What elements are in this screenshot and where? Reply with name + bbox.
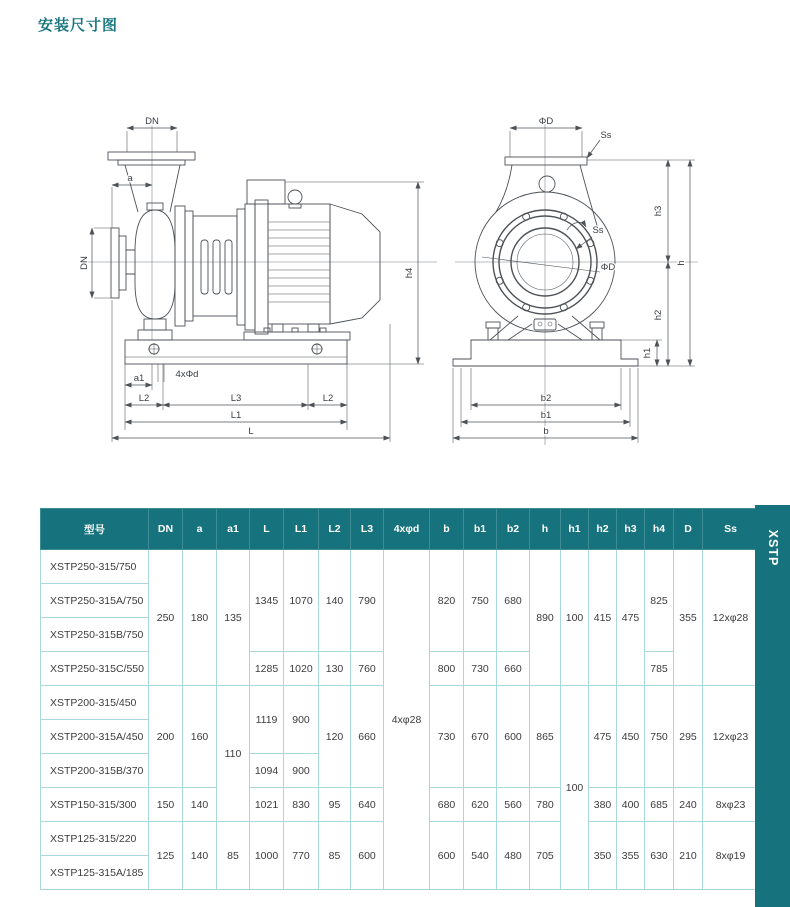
value-cell: 450: [617, 686, 645, 788]
value-cell: 95: [319, 788, 351, 822]
model-cell: XSTP250-315A/750: [41, 584, 149, 618]
column-header: L2: [319, 509, 351, 550]
value-cell: 100: [561, 550, 589, 686]
model-cell: XSTP250-315/750: [41, 550, 149, 584]
dimensions-table: [40, 508, 759, 890]
model-cell: XSTP250-315B/750: [41, 618, 149, 652]
value-cell: 350: [589, 822, 617, 890]
value-cell: 750: [464, 550, 497, 652]
model-cell: XSTP200-315A/450: [41, 720, 149, 754]
value-cell: 1000: [250, 822, 284, 890]
value-cell: 1119: [250, 686, 284, 754]
value-cell: 200: [149, 686, 183, 788]
column-header: D: [674, 509, 703, 550]
value-cell: 1020: [284, 652, 319, 686]
value-cell: 85: [319, 822, 351, 890]
value-cell: 1094: [250, 754, 284, 788]
value-cell: 100: [561, 686, 589, 890]
value-cell: 750: [645, 686, 674, 788]
value-cell: 680: [497, 550, 530, 652]
dimension-label: Ss: [592, 225, 604, 236]
model-cell: XSTP250-315C/550: [41, 652, 149, 686]
column-header: a: [183, 509, 217, 550]
value-cell: 295: [674, 686, 703, 788]
value-cell: 865: [530, 686, 561, 788]
value-cell: 250: [149, 550, 183, 686]
value-cell: 685: [645, 788, 674, 822]
dimension-label: h2: [653, 309, 664, 321]
dimension-labels: [79, 116, 687, 437]
column-header: b: [430, 509, 464, 550]
value-cell: 400: [617, 788, 645, 822]
column-header: L: [250, 509, 284, 550]
value-cell: 130: [319, 652, 351, 686]
value-cell: 355: [674, 550, 703, 686]
model-cell: XSTP125-315A/185: [41, 856, 149, 890]
value-cell: 4xφ28: [384, 550, 430, 890]
value-cell: 120: [319, 686, 351, 788]
value-cell: 160: [183, 686, 217, 788]
table-header-row: [41, 509, 759, 550]
value-cell: 830: [284, 788, 319, 822]
value-cell: 630: [645, 822, 674, 890]
value-cell: 135: [217, 550, 250, 686]
value-cell: 600: [497, 686, 530, 788]
dimension-label: a1: [133, 373, 145, 384]
value-cell: 380: [589, 788, 617, 822]
value-cell: 820: [430, 550, 464, 652]
value-cell: 110: [217, 686, 250, 822]
dimension-label: L1: [230, 410, 242, 421]
value-cell: 760: [351, 652, 384, 686]
dimension-label: h: [676, 260, 687, 266]
value-cell: 240: [674, 788, 703, 822]
value-cell: 800: [430, 652, 464, 686]
model-cell: XSTP150-315/300: [41, 788, 149, 822]
value-cell: 1285: [250, 652, 284, 686]
dimension-label: L2: [138, 393, 150, 404]
value-cell: 1345: [250, 550, 284, 652]
model-cell: XSTP200-315/450: [41, 686, 149, 720]
value-cell: 640: [351, 788, 384, 822]
value-cell: 560: [497, 788, 530, 822]
dimension-label: 4xΦd: [175, 369, 199, 380]
table-row: [41, 550, 759, 584]
column-header: DN: [149, 509, 183, 550]
value-cell: 540: [464, 822, 497, 890]
dimension-label: DN: [79, 256, 90, 270]
value-cell: 600: [351, 822, 384, 890]
value-cell: 180: [183, 550, 217, 686]
value-cell: 890: [530, 550, 561, 686]
pump-front-view-drawing: [453, 120, 698, 445]
value-cell: 670: [464, 686, 497, 788]
value-cell: 900: [284, 754, 319, 788]
series-side-tab[interactable]: [755, 505, 790, 907]
column-header: h3: [617, 509, 645, 550]
column-header: 型号: [41, 509, 149, 550]
dimension-label: b: [543, 426, 549, 437]
dimension-label: ΦD: [600, 262, 616, 273]
column-header: h1: [561, 509, 589, 550]
value-cell: 900: [284, 686, 319, 754]
model-cell: XSTP125-315/220: [41, 822, 149, 856]
value-cell: 150: [149, 788, 183, 822]
value-cell: 8xφ19: [703, 822, 759, 890]
value-cell: 600: [430, 822, 464, 890]
value-cell: 140: [319, 550, 351, 652]
value-cell: 12xφ28: [703, 550, 759, 686]
value-cell: 660: [351, 686, 384, 788]
dimension-label: L2: [322, 393, 334, 404]
column-header: b2: [497, 509, 530, 550]
value-cell: 1021: [250, 788, 284, 822]
value-cell: 825: [645, 550, 674, 652]
value-cell: 8xφ23: [703, 788, 759, 822]
dimension-label: h3: [653, 205, 664, 217]
model-cell: XSTP200-315B/370: [41, 754, 149, 788]
value-cell: 415: [589, 550, 617, 686]
dimension-label: Ss: [600, 130, 612, 141]
column-header: L3: [351, 509, 384, 550]
dimension-label: a: [127, 173, 133, 184]
dimension-label: h4: [404, 267, 415, 279]
value-cell: 780: [530, 788, 561, 822]
page-title: 安装尺寸图: [38, 17, 119, 34]
value-cell: 480: [497, 822, 530, 890]
value-cell: 12xφ23: [703, 686, 759, 788]
value-cell: 475: [589, 686, 617, 788]
value-cell: 140: [183, 788, 217, 822]
value-cell: 785: [645, 652, 674, 686]
value-cell: 620: [464, 788, 497, 822]
dimension-label: L: [248, 426, 254, 437]
column-header: b1: [464, 509, 497, 550]
value-cell: 770: [284, 822, 319, 890]
value-cell: 705: [530, 822, 561, 890]
dimension-label: b1: [540, 410, 552, 421]
dimension-label: ΦD: [538, 116, 554, 127]
column-header: a1: [217, 509, 250, 550]
dimension-label: DN: [145, 116, 159, 127]
column-header: h4: [645, 509, 674, 550]
dimension-label: h1: [642, 347, 653, 359]
value-cell: 475: [617, 550, 645, 686]
series-tab-label: XSTP: [765, 529, 780, 567]
column-header: Ss: [703, 509, 759, 550]
dimension-label: b2: [540, 393, 552, 404]
column-header: h2: [589, 509, 617, 550]
value-cell: 1070: [284, 550, 319, 652]
value-cell: 660: [497, 652, 530, 686]
value-cell: 140: [183, 822, 217, 890]
value-cell: 355: [617, 822, 645, 890]
value-cell: 790: [351, 550, 384, 652]
column-header: 4xφd: [384, 509, 430, 550]
column-header: h: [530, 509, 561, 550]
value-cell: 210: [674, 822, 703, 890]
dimension-label: L3: [230, 393, 242, 404]
value-cell: 680: [430, 788, 464, 822]
value-cell: 730: [430, 686, 464, 788]
value-cell: 730: [464, 652, 497, 686]
value-cell: 85: [217, 822, 250, 890]
column-header: L1: [284, 509, 319, 550]
installation-drawing: [40, 100, 750, 460]
value-cell: 125: [149, 822, 183, 890]
